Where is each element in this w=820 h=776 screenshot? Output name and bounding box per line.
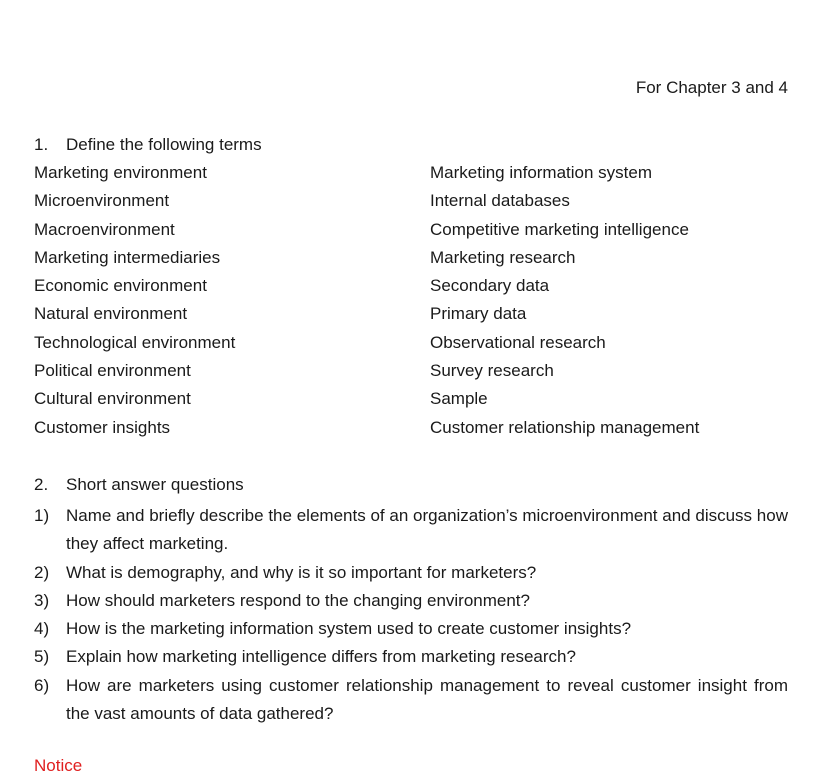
term-left: Customer insights [34,417,171,437]
term-left: Natural environment [34,304,188,324]
term-right: Secondary data [430,276,550,296]
section-1-heading [34,135,262,155]
term-left: Microenvironment [34,191,170,211]
term-left: Cultural environment [34,389,191,409]
term-right: Sample [430,389,488,409]
question-item [34,587,788,615]
term-right: Primary data [430,304,527,324]
section-2-number: 2. [34,475,49,494]
question-text: How are marketers using customer relationship management to reveal customer insight from the vast amounts of data gathered? [66,675,788,724]
term-right: Internal databases [430,191,570,211]
term-right: Survey research [430,361,554,381]
term-right: Customer relationship management [430,417,700,437]
term-left: Political environment [34,361,191,381]
question-list [34,502,788,728]
question-text: How is the marketing information system used to create customer insights? [66,619,632,639]
question-item [34,672,788,729]
question-number: 6) [34,675,50,695]
question-item [34,643,788,671]
term-left: Marketing environment [34,163,207,182]
notice-heading: Notice [34,756,83,775]
section-1-title: Define the following terms [66,135,262,154]
question-text: What is demography, and why is it so important for marketers? [66,562,537,582]
term-right: Competitive marketing intelligence [430,219,689,239]
section-1-number: 1. [34,135,49,154]
term-left: Technological environment [34,332,236,352]
chapter-note: For Chapter 3 and 4 [635,78,788,97]
question-number: 2) [34,562,50,582]
term-right: Observational research [430,332,606,352]
question-number: 5) [34,647,50,667]
question-text: Name and briefly describe the elements of an organization’s microenvironment and discuss how they affect marketing. [66,506,788,554]
question-number: 4) [34,619,50,639]
question-text: Explain how marketing intelligence differs from marketing research? [66,647,576,667]
question-text: How should marketers respond to the changing environment? [66,590,530,610]
question-number: 1) [34,506,50,525]
section-2-heading [34,475,244,495]
question-item [34,615,788,643]
question-item [34,502,788,559]
term-right: Marketing research [430,247,576,267]
terms-grid [34,162,794,445]
question-item [34,559,788,587]
term-left: Macroenvironment [34,219,175,239]
term-right: Marketing information system [430,163,653,182]
term-left: Marketing intermediaries [34,247,221,267]
question-number: 3) [34,590,50,610]
section-2-title: Short answer questions [66,475,244,494]
term-left: Economic environment [34,276,207,296]
